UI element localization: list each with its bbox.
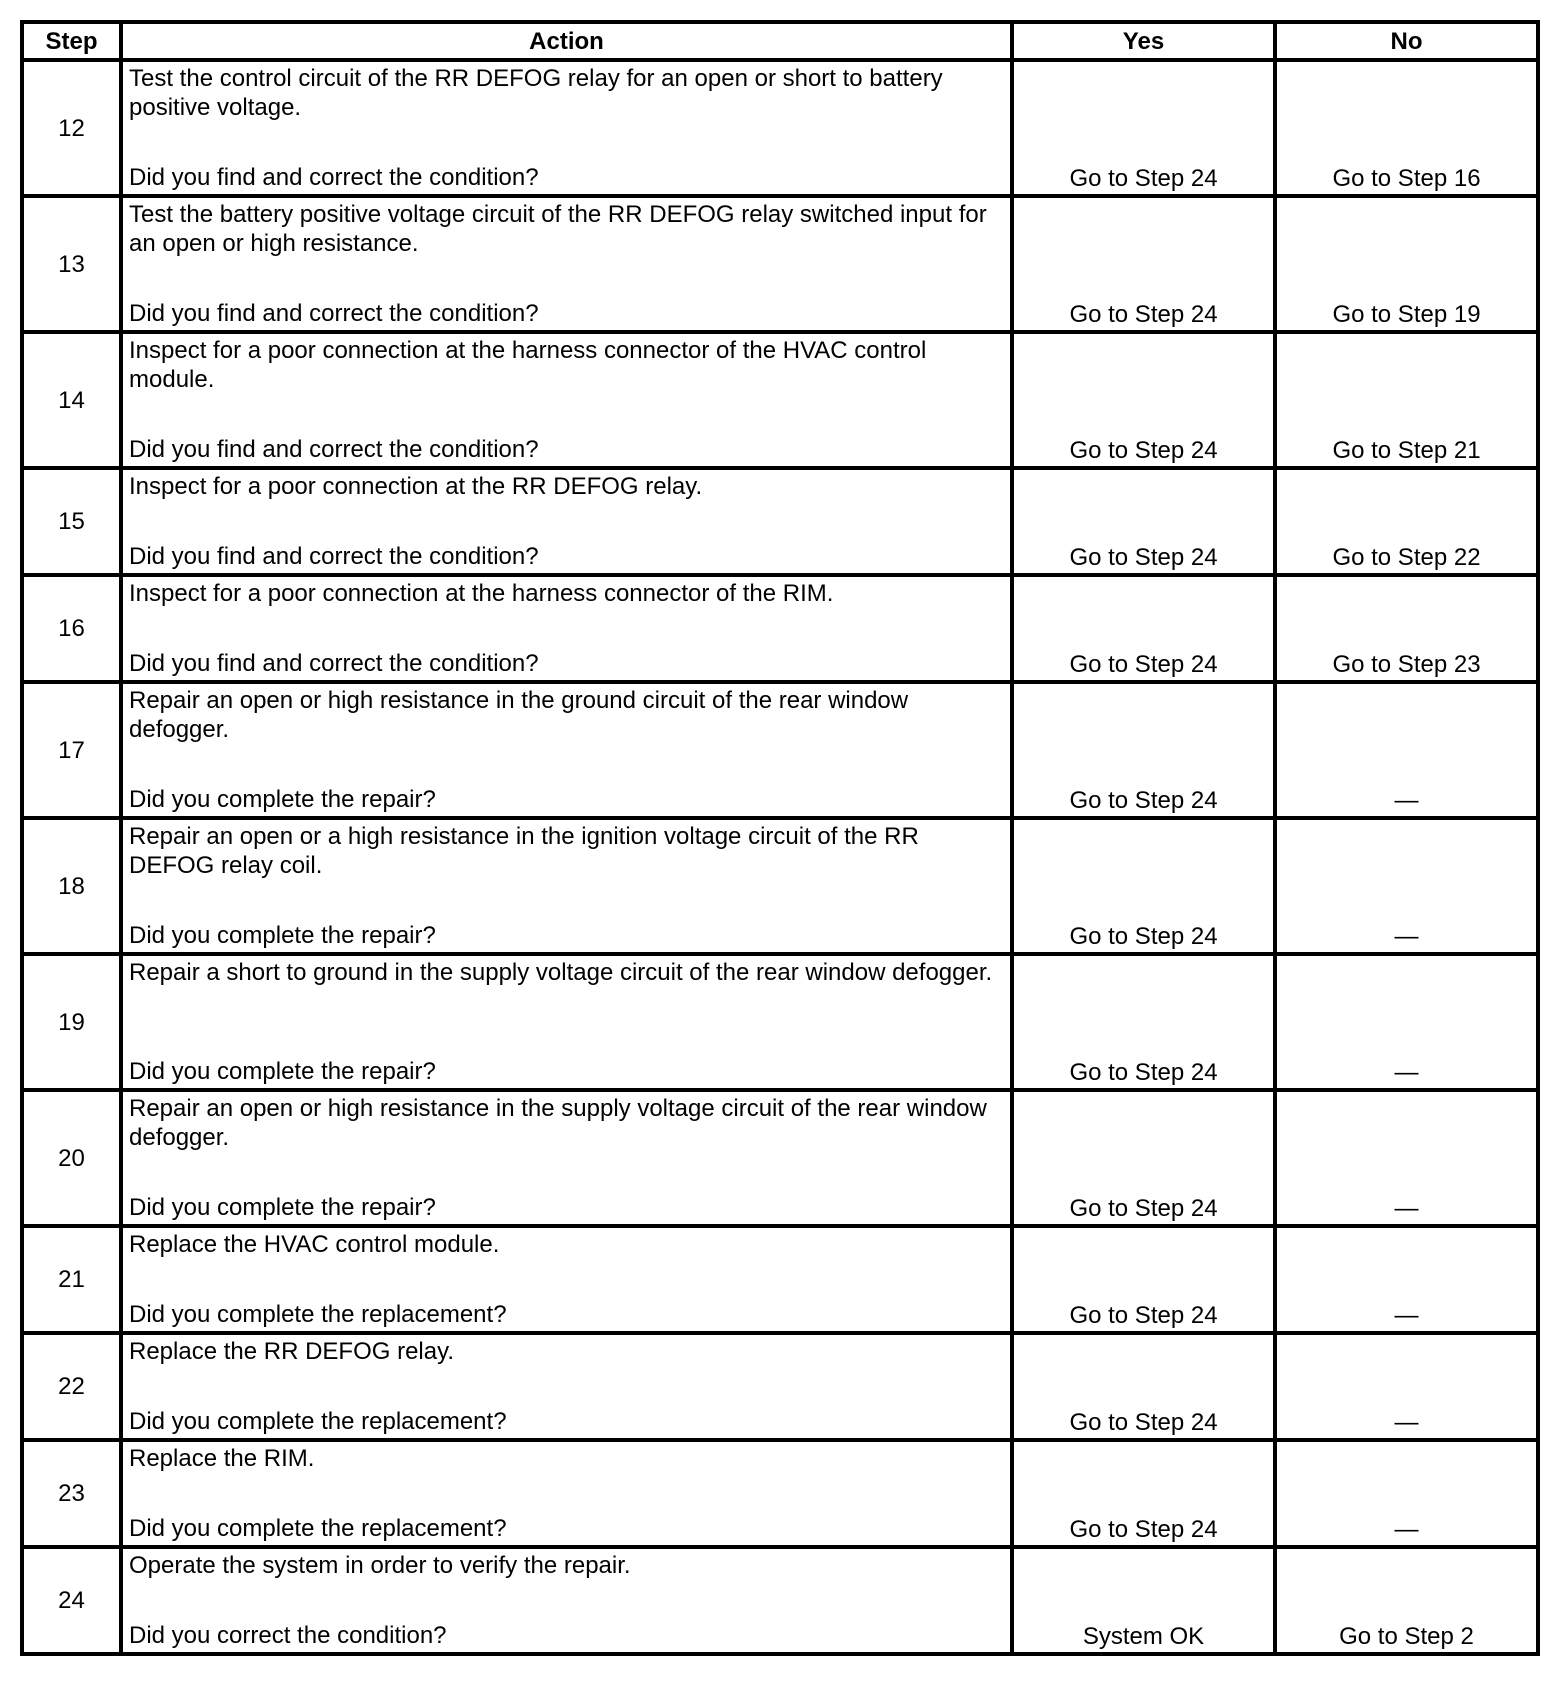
yes-result: Go to Step 24 (1012, 1440, 1275, 1547)
no-result: — (1275, 954, 1538, 1090)
action-question: Did you find and correct the condition? (129, 436, 539, 463)
yes-result: Go to Step 24 (1012, 818, 1275, 954)
table-row (22, 1440, 1538, 1547)
table-row (22, 1090, 1538, 1226)
no-result: — (1275, 1226, 1538, 1333)
header-step: Step (22, 22, 121, 60)
action-cell (121, 1440, 1012, 1547)
step-number: 15 (22, 468, 121, 575)
yes-result: Go to Step 24 (1012, 1333, 1275, 1440)
yes-result: Go to Step 24 (1012, 196, 1275, 332)
action-cell (121, 332, 1012, 468)
action-instruction: Replace the RIM. (129, 1445, 315, 1472)
action-question: Did you complete the repair? (129, 1058, 436, 1085)
step-number: 13 (22, 196, 121, 332)
no-result: Go to Step 16 (1275, 60, 1538, 196)
table-row (22, 1226, 1538, 1333)
action-cell (121, 1226, 1012, 1333)
yes-result: Go to Step 24 (1012, 575, 1275, 682)
action-question: Did you find and correct the condition? (129, 300, 539, 327)
yes-result: Go to Step 24 (1012, 1226, 1275, 1333)
yes-result: Go to Step 24 (1012, 468, 1275, 575)
action-instruction: Repair a short to ground in the supply voltage circuit of the rear window defogger. (129, 959, 993, 986)
step-number: 19 (22, 954, 121, 1090)
step-number: 22 (22, 1333, 121, 1440)
step-number: 16 (22, 575, 121, 682)
no-result: — (1275, 1090, 1538, 1226)
action-cell (121, 1333, 1012, 1440)
action-cell (121, 575, 1012, 682)
step-number: 14 (22, 332, 121, 468)
no-result: Go to Step 21 (1275, 332, 1538, 468)
yes-result: Go to Step 24 (1012, 1090, 1275, 1226)
action-cell (121, 60, 1012, 196)
step-number: 24 (22, 1547, 121, 1654)
action-question: Did you correct the condition? (129, 1622, 447, 1649)
action-cell (121, 196, 1012, 332)
no-result: Go to Step 23 (1275, 575, 1538, 682)
action-instruction: Inspect for a poor connection at the RR DEFOG relay. (129, 473, 703, 500)
action-instruction: Inspect for a poor connection at the harness connector of the RIM. (129, 580, 834, 607)
action-instruction: Repair an open or high resistance in the supply voltage circuit of the rear window defogger. (129, 1095, 987, 1151)
table-row (22, 60, 1538, 196)
action-question: Did you complete the repair? (129, 1194, 436, 1221)
action-instruction: Operate the system in order to verify the repair. (129, 1552, 631, 1579)
action-instruction: Repair an open or a high resistance in the ignition voltage circuit of the RR DEFOG relay coil. (129, 823, 919, 879)
yes-result: Go to Step 24 (1012, 954, 1275, 1090)
action-question: Did you complete the repair? (129, 786, 436, 813)
header-row (22, 22, 1538, 60)
table-row (22, 818, 1538, 954)
action-cell (121, 1090, 1012, 1226)
no-result: — (1275, 818, 1538, 954)
step-number: 17 (22, 682, 121, 818)
step-number: 23 (22, 1440, 121, 1547)
no-result: — (1275, 1440, 1538, 1547)
action-cell (121, 1547, 1012, 1654)
action-question: Did you complete the repair? (129, 922, 436, 949)
no-result: Go to Step 22 (1275, 468, 1538, 575)
table-row (22, 954, 1538, 1090)
action-instruction: Test the battery positive voltage circuit of the RR DEFOG relay switched input for an open or high resistance. (129, 201, 987, 257)
action-instruction: Repair an open or high resistance in the ground circuit of the rear window defogger. (129, 687, 909, 743)
header-no: No (1275, 22, 1538, 60)
step-number: 12 (22, 60, 121, 196)
table-row (22, 1547, 1538, 1654)
yes-result: Go to Step 24 (1012, 332, 1275, 468)
no-result: — (1275, 682, 1538, 818)
no-result: Go to Step 19 (1275, 196, 1538, 332)
action-question: Did you find and correct the condition? (129, 543, 539, 570)
action-cell (121, 818, 1012, 954)
yes-result: Go to Step 24 (1012, 682, 1275, 818)
step-number: 20 (22, 1090, 121, 1226)
diagnostic-table (20, 20, 1540, 1656)
action-question: Did you find and correct the condition? (129, 164, 539, 191)
action-question: Did you find and correct the condition? (129, 650, 539, 677)
action-instruction: Replace the HVAC control module. (129, 1231, 500, 1258)
action-cell (121, 954, 1012, 1090)
no-result: — (1275, 1333, 1538, 1440)
table-row (22, 468, 1538, 575)
action-instruction: Test the control circuit of the RR DEFOG relay for an open or short to battery positive voltage. (129, 65, 943, 121)
yes-result: Go to Step 24 (1012, 60, 1275, 196)
table-row (22, 575, 1538, 682)
step-number: 18 (22, 818, 121, 954)
action-question: Did you complete the replacement? (129, 1515, 507, 1542)
action-question: Did you complete the replacement? (129, 1301, 507, 1328)
header-action: Action (121, 22, 1012, 60)
action-instruction: Replace the RR DEFOG relay. (129, 1338, 454, 1365)
action-cell (121, 468, 1012, 575)
table-row (22, 332, 1538, 468)
action-instruction: Inspect for a poor connection at the harness connector of the HVAC control module. (129, 337, 927, 393)
table-row (22, 196, 1538, 332)
no-result: Go to Step 2 (1275, 1547, 1538, 1654)
table-row (22, 1333, 1538, 1440)
action-question: Did you complete the replacement? (129, 1408, 507, 1435)
step-number: 21 (22, 1226, 121, 1333)
yes-result: System OK (1012, 1547, 1275, 1654)
table-row (22, 682, 1538, 818)
header-yes: Yes (1012, 22, 1275, 60)
action-cell (121, 682, 1012, 818)
